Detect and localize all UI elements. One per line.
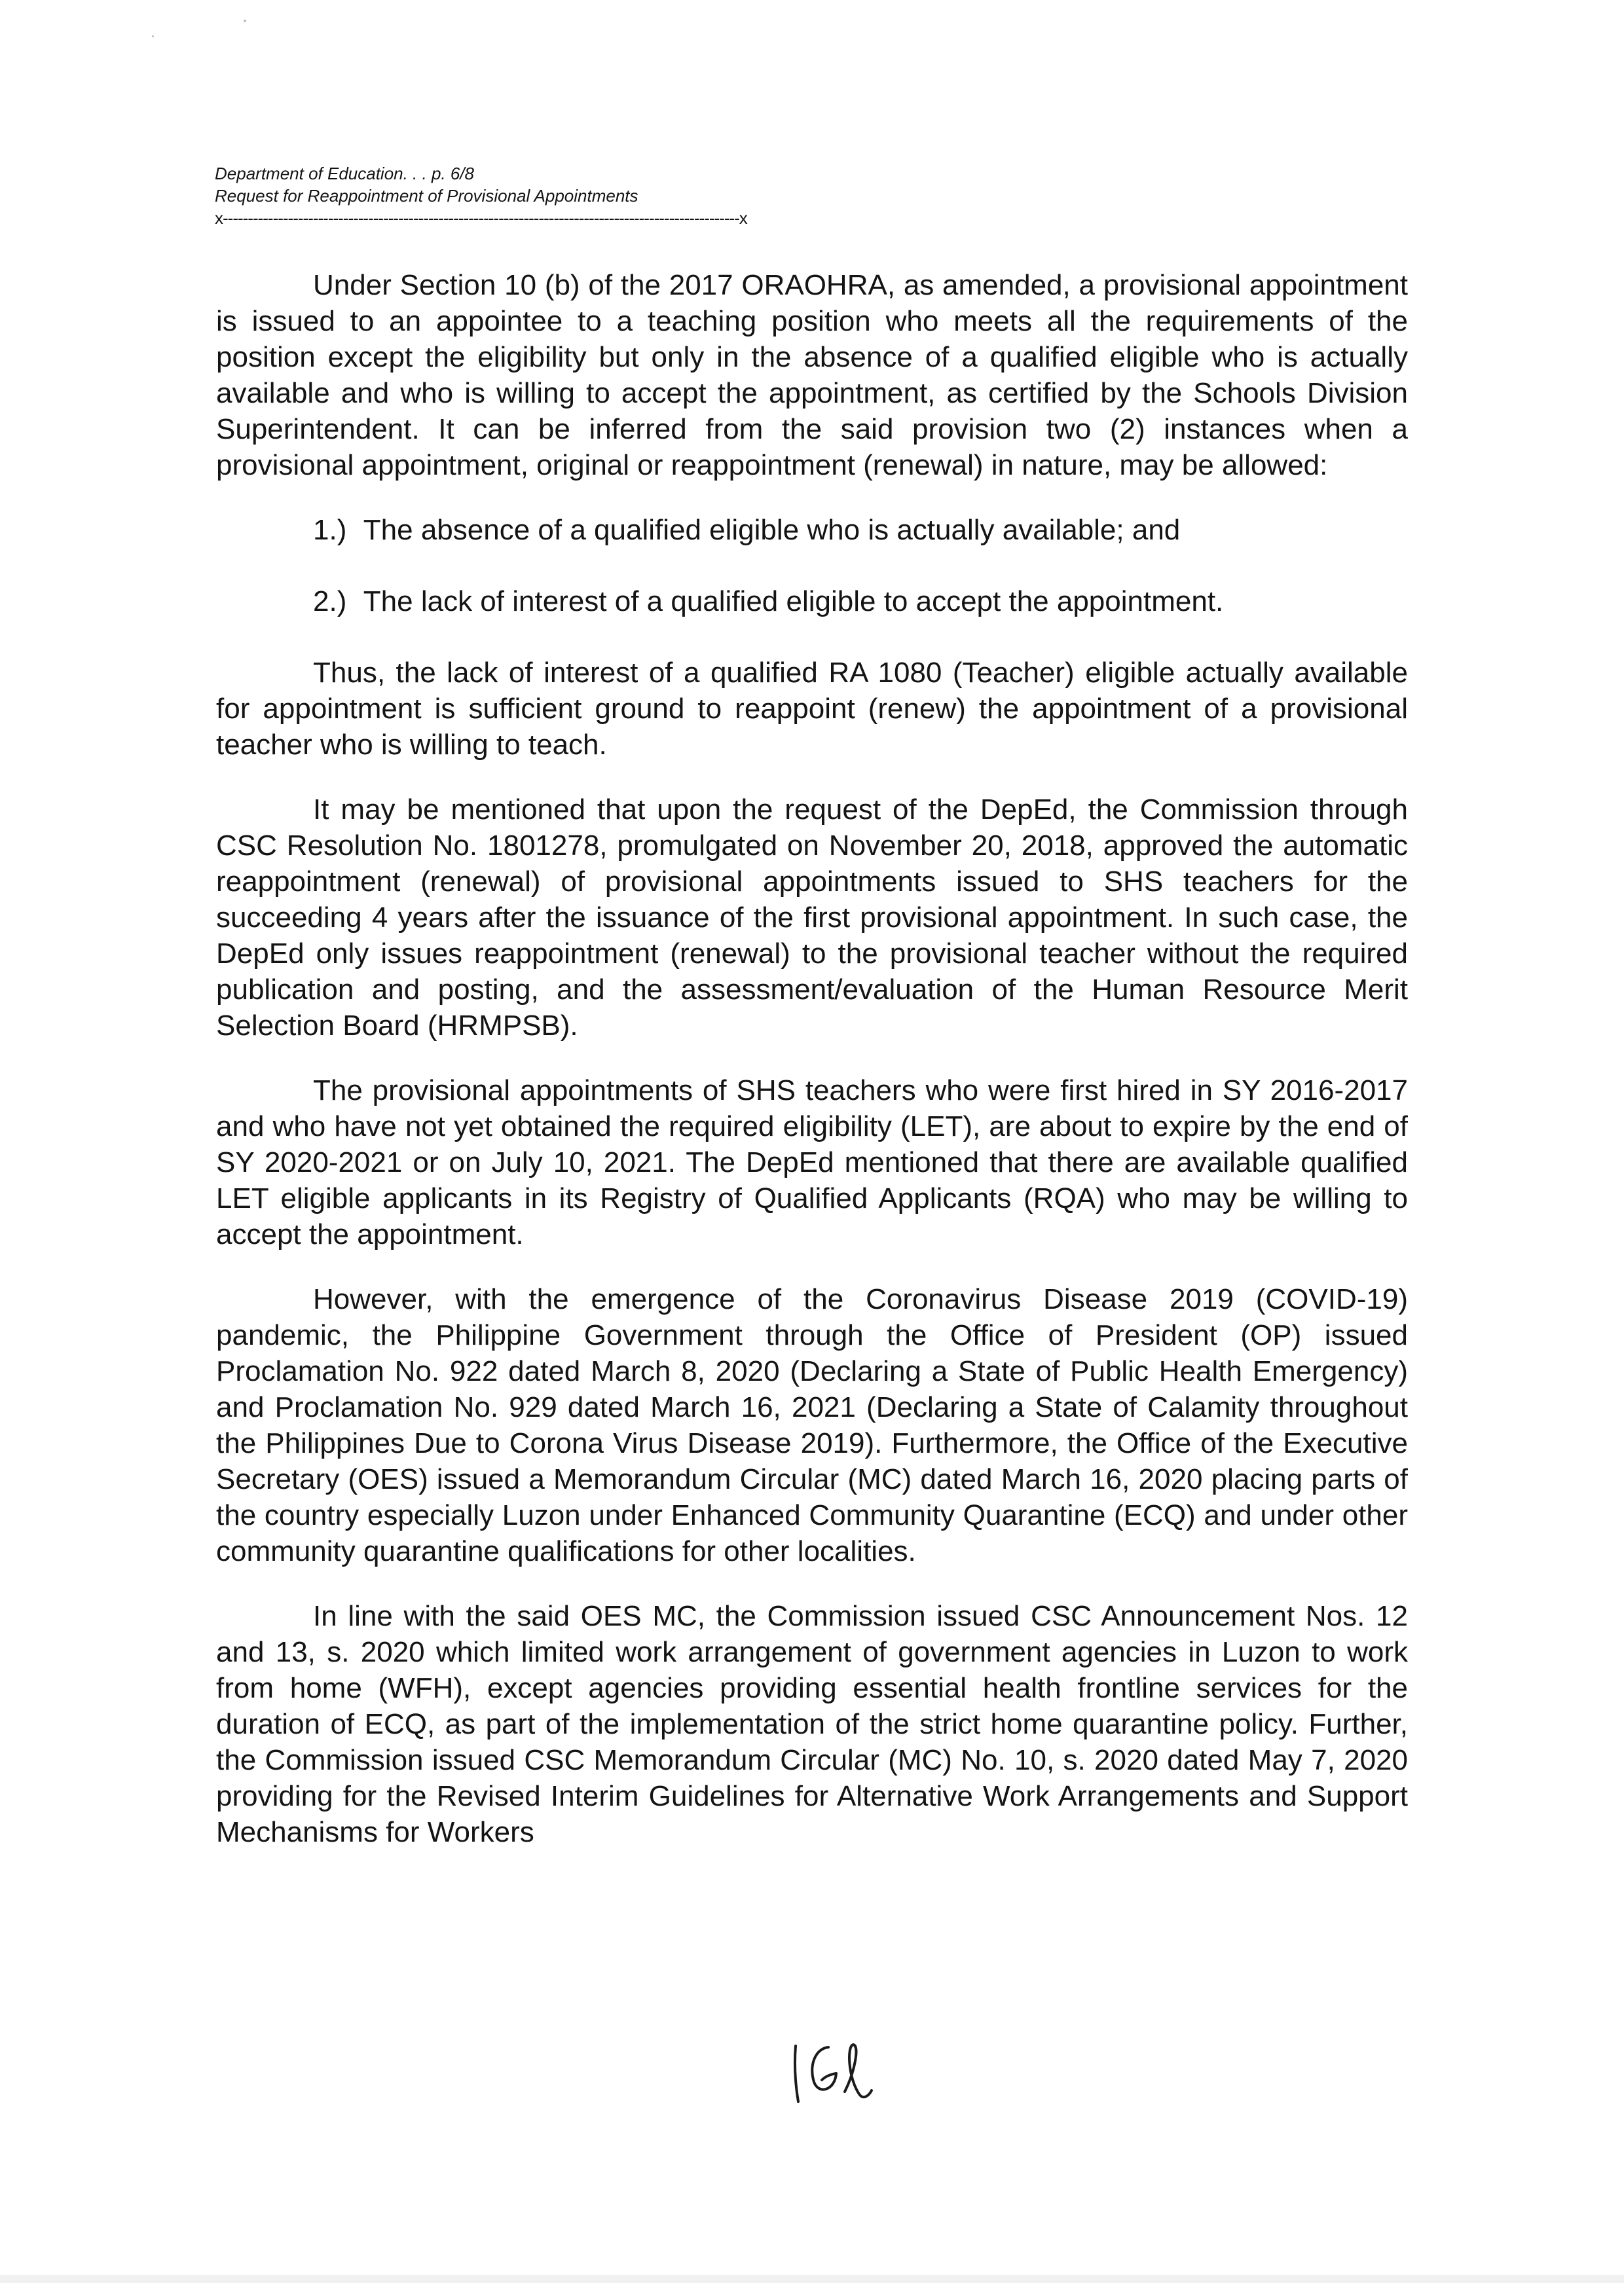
list-item-text: The lack of interest of a qualified eligible to accept the appointment. xyxy=(363,585,1224,617)
handwritten-initials-icon xyxy=(783,2033,881,2111)
document-body xyxy=(216,267,1408,1879)
scan-speck xyxy=(244,20,246,22)
header-separator: x-------------------------------------------------------------------------------------------------------x xyxy=(215,208,747,228)
scan-speck xyxy=(152,35,154,37)
list-item-1 xyxy=(216,512,1408,548)
scan-bottom-edge xyxy=(0,2275,1624,2283)
paragraph-section-10b: Under Section 10 (b) of the 2017 ORAOHRA, as amended, a provisional appointment is issued to an appointee to a teaching position who meets all the requirements of the position except the eligibility but only in the absence of a qualified eligible who is actually available and who is willing to accept the appointment, as certified by the Schools Division Superintendent. It can be inferred from the said provision two (2) instances when a provisional appointment, original or reappointment (renewal) in nature, may be allowed: xyxy=(216,269,1408,481)
list-item-2 xyxy=(216,583,1408,619)
paragraph-covid-proclamations: However, with the emergence of the Coronavirus Disease 2019 (COVID-19) pandemic, the Philippine Government through the Office of President (OP) issued Proclamation No. 922 dated March 8, 2020 (Declaring a State of Public Health Emergency) and Proclamation No. 929 dated March 16, 2021 (Declaring a State of Calamity throughout the Philippines Due to Corona Virus Disease 2019). Furthermore, the Office of the Executive Secretary (OES) issued a Memorandum Circular (MC) dated March 16, 2020 placing parts of the country especially Luzon under Enhanced Community Quarantine (ECQ) and under other community quarantine qualifications for other localities. xyxy=(216,1283,1408,1567)
paragraph-lack-of-interest: Thus, the lack of interest of a qualified RA 1080 (Teacher) eligible actually available for appointment is sufficient ground to reappoint (renew) the appointment of a provisional teacher who is willing to teach. xyxy=(216,657,1408,761)
paragraph-csc-resolution: It may be mentioned that upon the request of the DepEd, the Commission through CSC Resolution No. 1801278, promulgated on November 20, 2018, approved the automatic reappointment (renewal) of provisional appointments issued to SHS teachers for the succeeding 4 years after the issuance of the first provisional appointment. In such case, the DepEd only issues reappointment (renewal) to the provisional teacher without the required publication and posting, and the assessment/evaluation of the Human Resource Merit Selection Board (HRMPSB). xyxy=(216,793,1408,1042)
header-subject-line: Request for Reappointment of Provisional Appointments xyxy=(215,186,638,206)
paragraph-shs-teachers: The provisional appointments of SHS teachers who were first hired in SY 2016-2017 and who have not yet obtained the required eligibility (LET), are about to expire by the end of SY 2020-2021 or on July 10, 2021. The DepEd mentioned that there are available qualified LET eligible applicants in its Registry of Qualified Applicants (RQA) who may be willing to accept the appointment. xyxy=(216,1074,1408,1250)
page-header xyxy=(215,162,804,229)
list-item-text: The absence of a qualified eligible who is actually available; and xyxy=(363,514,1181,546)
list-item-number: 2.) xyxy=(313,585,347,617)
paragraph-oes-mc: In line with the said OES MC, the Commission issued CSC Announcement Nos. 12 and 13, s. 2020 which limited work arrangement of government agencies in Luzon to work from home (WFH), except agencies providing essential health frontline services for the duration of ECQ, as part of the implementation of the strict home quarantine policy. Further, the Commission issued CSC Memorandum Circular (MC) No. 10, s. 2020 dated May 7, 2020 providing for the Revised Interim Guidelines for Alternative Work Arrangements and Support Mechanisms for Workers xyxy=(216,1600,1408,1848)
list-item-number: 1.) xyxy=(313,514,347,546)
header-department-line: Department of Education. . . p. 6/8 xyxy=(215,164,475,183)
